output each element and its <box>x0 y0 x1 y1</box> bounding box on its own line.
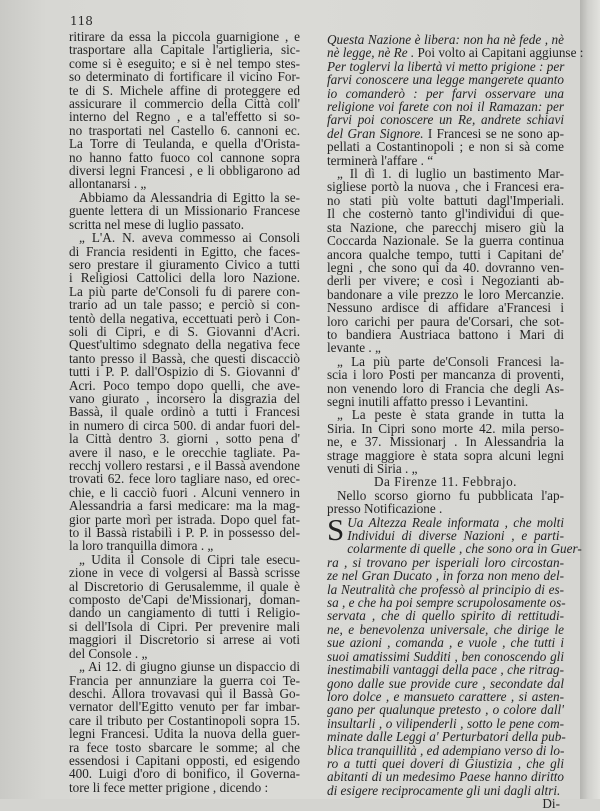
text-line: Il che costernò tanto gl'individui di que- <box>327 206 564 222</box>
text-line: scia i loro Posti per mancanza di proventi, <box>327 367 564 383</box>
text-line: Acri. Poco tempo dopo quelli, che ave- <box>69 377 300 393</box>
text-line: care il tributo per Costantinopoli sopra 15. <box>69 712 300 728</box>
text-line: ra fece tosto sbarcare le somme; al che <box>69 739 300 755</box>
right-paragraphs <box>327 140 564 475</box>
text-line: composto de'Capi de'Missionarj, doman- <box>69 592 300 608</box>
text-line: vernator dell'Egitto venuto per far imbar- <box>69 699 300 715</box>
text-line: sero prestare il giuramento Civico a tutti <box>69 256 300 272</box>
text-line: „ La peste è stata grande in tutta la <box>337 407 564 423</box>
notification <box>327 511 582 798</box>
text-line: presso Notificazione . <box>327 501 443 517</box>
text-line: colarmente di quelle , che sono ora in Guer- <box>347 541 582 557</box>
text-line: assicurare il commercio della Città coll' <box>69 96 300 112</box>
text-line: maggiori il Discretorio si arrese ai voti <box>69 632 300 648</box>
text-line: 400. Luigi d'oro di bonifico, il Governa- <box>69 766 300 782</box>
text-line: no stati più volte battuti dagl'Imperiali. <box>327 192 564 208</box>
text-line: Per toglervi la libertà vi metto prigione : per <box>327 58 565 74</box>
text-line: io comanderò : per farvi osservare una <box>327 85 564 101</box>
notification-text <box>327 511 582 798</box>
text-line: bandonare a vile prezzo le loro Mercanzie. <box>327 286 564 302</box>
text-line: blica tranquillità , ed adempiano verso di lo- <box>327 742 565 758</box>
text-line: pellati a Costantinopoli ; e non si sà come <box>327 139 564 155</box>
text-line: essendosi i Capitani opposti, ed esigendo <box>69 752 300 768</box>
text-line: trovati 62. fece loro tagliare naso, ed orec- <box>69 471 300 487</box>
text-line: farvi poi conoscere un Re, andrete schiavi <box>327 112 564 128</box>
quote-text: nè legge, nè Re . <box>327 45 415 61</box>
text-line: chie, e li cacciò fuori . Alcuni vennero in <box>69 484 300 500</box>
text-line: „ Il dì 1. di luglio un bastimento Mar- <box>337 166 564 182</box>
text-line: vano giurato , incorsero la disgrazia del <box>69 390 300 406</box>
text-line: „ La più parte de'Consoli Francesi la- <box>337 353 564 369</box>
text-line: Coccarda Nazionale. Se la guerra continua <box>327 233 564 249</box>
page-edge <box>580 0 600 799</box>
text-line: farvi conoscere una legge mangerete quanto <box>327 72 564 88</box>
text-line: zione in vece di volgersi al Bassà scrisse <box>69 565 300 581</box>
text-line: Ua Altezza Reale informata , che molti <box>347 514 564 530</box>
quote-tail: Poi volto ai Capitani aggiunse : <box>414 45 584 61</box>
text-line: Quest'ultimo sdegnato della negativa fece <box>69 337 300 353</box>
text-line: Siria. In Cipri sono morte 42. mila perso- <box>327 420 564 436</box>
text-line: ra , si trovano per isperiali loro circostan- <box>327 554 564 570</box>
text-line: sta Nazione, che parecchj misero giù la <box>327 219 564 235</box>
text-line: segni inutili affatto presso i Levantini. <box>327 393 529 409</box>
text-line: Questa Nazione è libera: non ha nè fede , nè <box>327 32 564 47</box>
text-line: recchj vollero restarsi , e il Bassà avendone <box>69 458 300 473</box>
text-line: Individui di diverse Nazioni , e parti- <box>347 528 564 544</box>
text-line: gior parte morì per istrada. Dopo quel fat- <box>69 511 300 527</box>
text-line: levante . „ <box>327 340 381 356</box>
text-line <box>327 127 564 140</box>
right-column <box>327 32 584 811</box>
text-line: Alessandria a farsi medicare: ma la mag- <box>69 498 300 514</box>
text-line: terminerà l'affare . “ <box>327 152 434 168</box>
text-line: diversi legni Francesi , e li obbligarono ad <box>69 163 300 179</box>
text-line: soli di Cipri, e di S. Giovanni d'Acri. <box>69 323 300 339</box>
text-line: no hanno fatto fuoco col cannone sopra <box>69 149 300 165</box>
text-line: deschi. Allora trovavasi quì il Bassà Go- <box>69 685 300 701</box>
drop-cap: S <box>327 511 345 547</box>
text-line: tutti i P. P. dall'Ospizio di S. Giovanni d' <box>69 364 300 380</box>
text-line: sue azioni , comanda , e vuole , che tutti i <box>327 635 564 651</box>
text-line: ze nel Gran Ducato , in forza non meno del- <box>327 568 564 584</box>
text-line: di Francia residenti in Egitto, che faces- <box>69 243 300 259</box>
text-line: abitanti di un medesimo Paese hanno diritto <box>327 769 564 785</box>
text-line <box>327 45 584 61</box>
text-line: ancora qualche tempo, tutti i Capitani de' <box>327 246 564 262</box>
text-line: Nessuno ardisce di affidare a'Francesi i <box>327 300 564 316</box>
text-line: avere il naso, e le orecchie tagliate. Pa- <box>69 444 300 460</box>
text-line: La più parte de'Consoli fu di parere con- <box>69 283 300 299</box>
text-line: La Torre di Teulanda, e quella d'Orista- <box>69 136 300 152</box>
text-line: te di S. Michele affine di proteggere ed <box>69 82 300 98</box>
text-line: trario ad un tale passo; e perciò si con- <box>69 297 300 313</box>
text-line: scritta nel mese di luglio passato. <box>69 216 245 232</box>
text-line: venuti di Siria . „ <box>327 461 418 476</box>
text-line: „ Ai 12. di giugno giunse un dispaccio di <box>79 659 300 675</box>
text-line: del Console . „ <box>69 645 148 661</box>
text-line: „ Udita il Console di Cipri tale esecu- <box>79 551 300 567</box>
text-line: ne, e 37. Missionarj . In Alessandria la <box>327 434 564 450</box>
left-column <box>69 30 300 794</box>
text-line: non venendo loro di Francia che degli As- <box>327 380 564 396</box>
text-line: tentò della negativa, eccettuati però i Con- <box>69 310 300 326</box>
text-line: di esigere reciprocamente gli uni dagli altri. <box>327 782 561 798</box>
text-line: to il Bassà ristabilì i P. P. in possesso del- <box>69 525 300 541</box>
text-line: insultarli , o vilipenderli , sotto le pene com- <box>327 715 564 731</box>
text-line: sa , e che ha poi sempre scrupolosamente os- <box>327 595 566 611</box>
text-line: sigliese portò la nuova , che i Francesi era- <box>327 179 564 195</box>
text-line: guente lettera di un Missionario Francese <box>69 203 300 219</box>
text-line: inestimabili vantaggi della pace , che ritrag- <box>327 662 564 678</box>
text-line: al Discretorio di Gerusalemme, il quale è <box>69 578 300 594</box>
text-line: ritirare da essa la piccola guarnigione , e <box>69 29 300 44</box>
text-line: i Religiosi Cattolici della loro Nazione. <box>69 270 300 286</box>
text-line: la loro tranquilla dimora . „ <box>69 538 214 554</box>
text-line: tore li fece metter prigione , dicendo : <box>69 779 269 795</box>
text-line: Abbiamo da Alessandria di Egitto la se- <box>79 189 300 205</box>
text-line: religione voi farete con noi il Ramazan: per <box>327 99 564 115</box>
text-line: in numero di circa 500. di andar fuori del- <box>69 417 300 433</box>
dateline-heading: Da Firenze 11. Febbrajo. <box>374 474 517 490</box>
catchword: Di- <box>542 796 560 811</box>
text-line: so determinato di fortificare il vicino For- <box>69 69 300 85</box>
text-line: suoi amatissimi Sudditi , ben conoscendo gli <box>327 648 564 664</box>
text-line: la Neutralità che professò al principio di es- <box>327 581 564 597</box>
text-line: Francia per annunziare la guerra coi Te- <box>69 672 300 688</box>
text-line: no trasportati nel Castello 6. cannoni ec. <box>69 122 300 138</box>
text-line: legni Francesi. Udita la nuova della guer- <box>69 726 300 742</box>
text-line: allontanarsi . „ <box>69 176 147 192</box>
text-line: ro a tutti quei doveri di Giustizia , che gli <box>327 755 564 771</box>
text-line: legni , che sono quì da 40. dovranno ven- <box>327 259 564 275</box>
text-line: si dell'Isola di Cipri. Per prevenire mali <box>69 618 300 634</box>
text-line: Nello scorso giorno fu pubblicata l'ap- <box>337 487 564 503</box>
text-line: come si è eseguito; e si è nel tempo stes- <box>69 55 300 71</box>
text-line: ne, e benevolenza universale, che dirige le <box>327 621 564 637</box>
text-line: gono dalle sue provide cure , secondate dal <box>327 675 564 691</box>
quote-text: del Gran Signore. <box>327 125 424 141</box>
text-line: gano per qualunque pretesto , o colore dall' <box>327 702 564 718</box>
text-line: Bassà, il quale ordinò a tutti i Francesi <box>69 404 300 420</box>
after-quote-text: I Francesi se ne sono ap- <box>423 125 564 141</box>
text-line: „ L'A. N. aveva commesso ai Consoli <box>79 230 300 246</box>
text-line: strage maggiore è stata sopra alcuni legni <box>327 447 564 463</box>
text-line: minate dalle Leggi a' Perturbatori della pub- <box>327 729 566 745</box>
text-line: to bandiera Austriaca battono i Mari di <box>327 326 564 342</box>
text-line: loro carichi per paura de'Corsari, che sot- <box>327 313 564 329</box>
text-line: trasportare alla Capitale l'artiglieria, sic- <box>69 42 300 58</box>
text-line: tanto presso il Bassà, che questi discacciò <box>69 350 300 366</box>
text-line: servata , che di quello spirito di rettitudi- <box>327 608 564 624</box>
text-line: interno del Regno , e a tal'effetto si so- <box>69 109 300 125</box>
text-line: loro dolce , e mansueto carattere , si asten- <box>327 688 564 704</box>
text-line: derli per vivere; e così i Negozianti ab- <box>327 273 564 289</box>
page-number: 118 <box>70 14 93 28</box>
text-line: la Città dentro 3. giorni , sotto pena d' <box>69 431 300 447</box>
text-line: dando un cangiamento di tutti i Religio- <box>69 605 300 621</box>
